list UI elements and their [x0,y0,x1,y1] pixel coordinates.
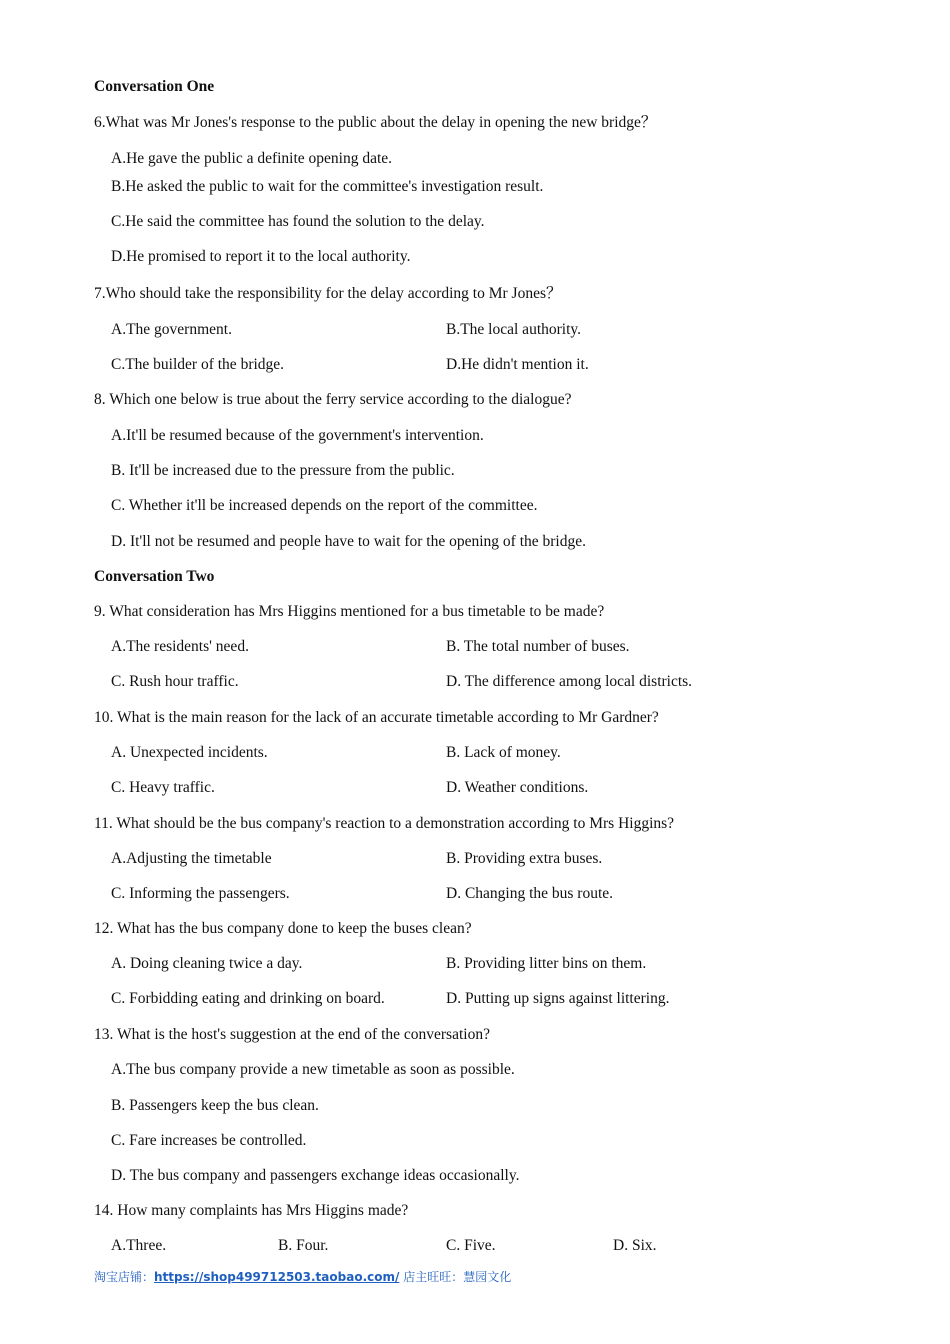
question-8-stem: 8. Which one below is true about the ferry service according to the dialogue? [94,391,572,408]
q13-option-d: D. The bus company and passengers exchange ideas occasionally. [111,1167,520,1184]
q8-option-a: A.It'll be resumed because of the government's intervention. [111,427,484,444]
q7-option-b: B.The local authority. [446,321,582,338]
q11-option-b: B. Providing extra buses. [446,850,603,867]
question-9-stem: 9. What consideration has Mrs Higgins mentioned for a bus timetable to be made? [94,603,605,620]
q9-option-b: B. The total number of buses. [446,638,630,655]
question-11-stem: 11. What should be the bus company's reaction to a demonstration according to Mrs Higgins? [94,815,675,832]
q13-option-a: A.The bus company provide a new timetable as soon as possible. [111,1061,515,1078]
q14-option-d: D. Six. [613,1237,657,1254]
question-14-stem: 14. How many complaints has Mrs Higgins made? [94,1202,409,1219]
q12-option-c: C. Forbidding eating and drinking on board. [111,990,385,1007]
q6-option-d: D.He promised to report it to the local authority. [111,248,411,265]
q10-option-c: C. Heavy traffic. [111,779,215,796]
q8-option-d: D. It'll not be resumed and people have to wait for the opening of the bridge. [111,533,586,550]
q13-option-c: C. Fare increases be controlled. [111,1132,307,1149]
footer-owner-label: 店主旺旺：慧园文化 [399,1270,512,1284]
section-heading-two: Conversation Two [94,568,215,585]
q8-option-b: B. It'll be increased due to the pressure from the public. [111,462,455,479]
q6-option-c: C.He said the committee has found the solution to the delay. [111,213,485,230]
q7-option-d: D.He didn't mention it. [446,356,589,373]
q9-option-a: A.The residents' need. [111,638,249,655]
q10-option-a: A. Unexpected incidents. [111,744,268,761]
q12-option-d: D. Putting up signs against littering. [446,990,670,1007]
q11-option-a: A.Adjusting the timetable [111,850,272,867]
q14-option-a: A.Three. [111,1237,167,1254]
q7-option-a: A.The government. [111,321,232,338]
q10-option-d: D. Weather conditions. [446,779,589,796]
q12-option-a: A. Doing cleaning twice a day. [111,955,303,972]
q11-option-c: C. Informing the passengers. [111,885,290,902]
footer-shop-label: 淘宝店铺： [94,1270,155,1284]
q8-option-c: C. Whether it'll be increased depends on the report of the committee. [111,497,538,514]
q12-option-b: B. Providing litter bins on them. [446,955,647,972]
question-12-stem: 12. What has the bus company done to keep the buses clean? [94,920,472,937]
q14-option-c: C. Five. [446,1237,496,1254]
question-6-stem: 6.What was Mr Jones's response to the public about the delay in opening the new bridge？ [94,114,657,131]
q9-option-c: C. Rush hour traffic. [111,673,239,690]
question-13-stem: 13. What is the host's suggestion at the end of the conversation? [94,1026,490,1043]
section-heading-one: Conversation One [94,78,215,95]
q9-option-d: D. The difference among local districts. [446,673,693,690]
q10-option-b: B. Lack of money. [446,744,561,761]
shop-footer [94,1268,511,1285]
q14-option-b: B. Four. [278,1237,329,1254]
q6-option-a: A.He gave the public a definite opening date. [111,150,393,167]
q7-option-c: C.The builder of the bridge. [111,356,285,373]
question-10-stem: 10. What is the main reason for the lack of an accurate timetable according to Mr Gardner? [94,709,659,726]
question-7-stem: 7.Who should take the responsibility for the delay according to Mr Jones？ [94,285,562,302]
q13-option-b: B. Passengers keep the bus clean. [111,1097,319,1114]
shop-link[interactable]: https://shop499712503.taobao.com/ [154,1270,400,1284]
q11-option-d: D. Changing the bus route. [446,885,614,902]
q6-option-b: B.He asked the public to wait for the committee's investigation result. [111,178,544,195]
